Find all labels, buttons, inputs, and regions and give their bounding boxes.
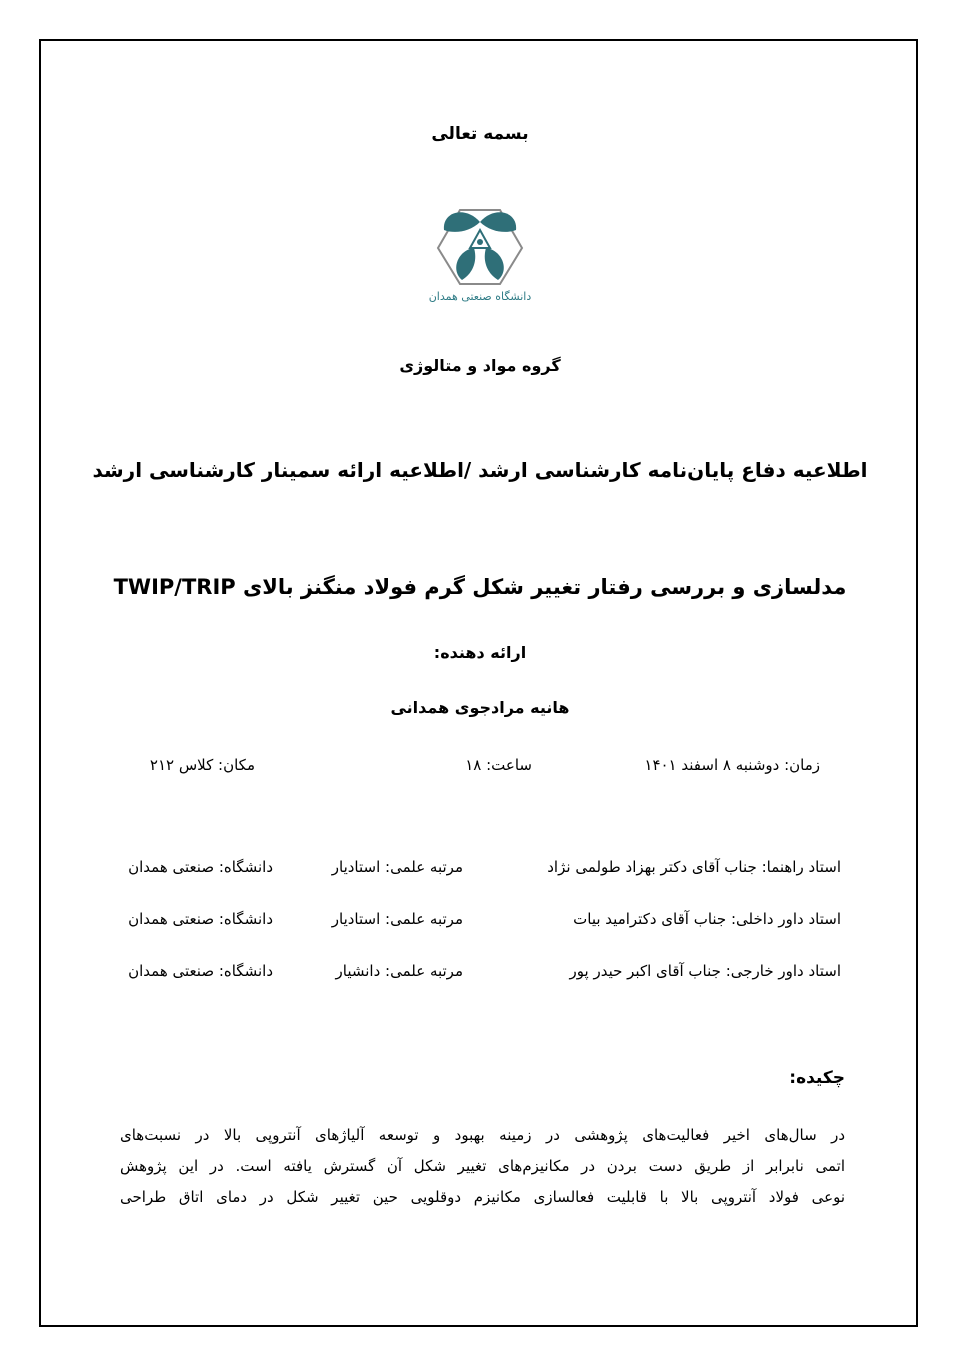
committee-rank: مرتبه علمی: استادیار [331, 858, 463, 876]
committee-row-external-examiner [115, 962, 841, 986]
university-caption: دانشگاه صنعتی همدان [428, 290, 532, 303]
session-time: زمان: دوشنبه ۸ اسفند ۱۴۰۱ [644, 756, 820, 774]
notice-heading: اطلاعیه دفاع پایان‌نامه کارشناسی ارشد /اطلاعیه ارائه سمینار کارشناسی ارشد [92, 458, 868, 482]
basmala-heading: بسمه تعالی [431, 124, 529, 144]
abstract-label: چکیده: [789, 1068, 845, 1088]
presenter-name: هانیه مرادجوی همدانی [390, 698, 570, 717]
committee-university: دانشگاه: صنعتی همدان [128, 858, 273, 876]
university-logo [430, 200, 530, 290]
committee-rank: مرتبه علمی: دانشیار [335, 962, 463, 980]
committee-role: استاد داور خارجی: جناب آقای اکبر حیدر پور [569, 962, 841, 980]
committee-university: دانشگاه: صنعتی همدان [128, 910, 273, 928]
committee-row-internal-examiner [115, 910, 841, 934]
thesis-title: مدلسازی و بررسی رفتار تغییر شکل گرم فولاد منگنز بالای TWIP/TRIP [113, 575, 847, 599]
presenter-label: ارائه دهنده: [433, 643, 527, 662]
abstract-line: در سال‌های اخیر فعالیت‌های پژوهشی در زمینه بهبود و توسعه آلیاژهای آنتروپی بالا در نسبت‌های [120, 1126, 845, 1144]
abstract-line: نوعی فولاد آنتروپی بالا با قابلیت فعالسازی مکانیزم دوقلویی حین تغییر شکل در دمای اتاق طراحی [120, 1188, 845, 1206]
session-place: مکان: کلاس ۲۱۲ [149, 756, 255, 774]
department-name: گروه مواد و متالوژی [399, 356, 561, 375]
abstract-line: اتمی نابرابر از طریق دست بردن در مکانیزم‌های تغییر شکل آن گسترش یافته است. در این پژوهش [120, 1157, 845, 1175]
committee-row-supervisor [115, 858, 841, 882]
abstract-text [120, 1120, 845, 1213]
committee-university: دانشگاه: صنعتی همدان [128, 962, 273, 980]
committee-role: استاد راهنما: جناب آقای دکتر بهزاد طولمی نژاد [547, 858, 841, 876]
committee-rank: مرتبه علمی: استادیار [331, 910, 463, 928]
committee-role: استاد داور داخلی: جناب آقای دکترامید بیات [573, 910, 841, 928]
session-hour: ساعت: ۱۸ [465, 756, 532, 774]
